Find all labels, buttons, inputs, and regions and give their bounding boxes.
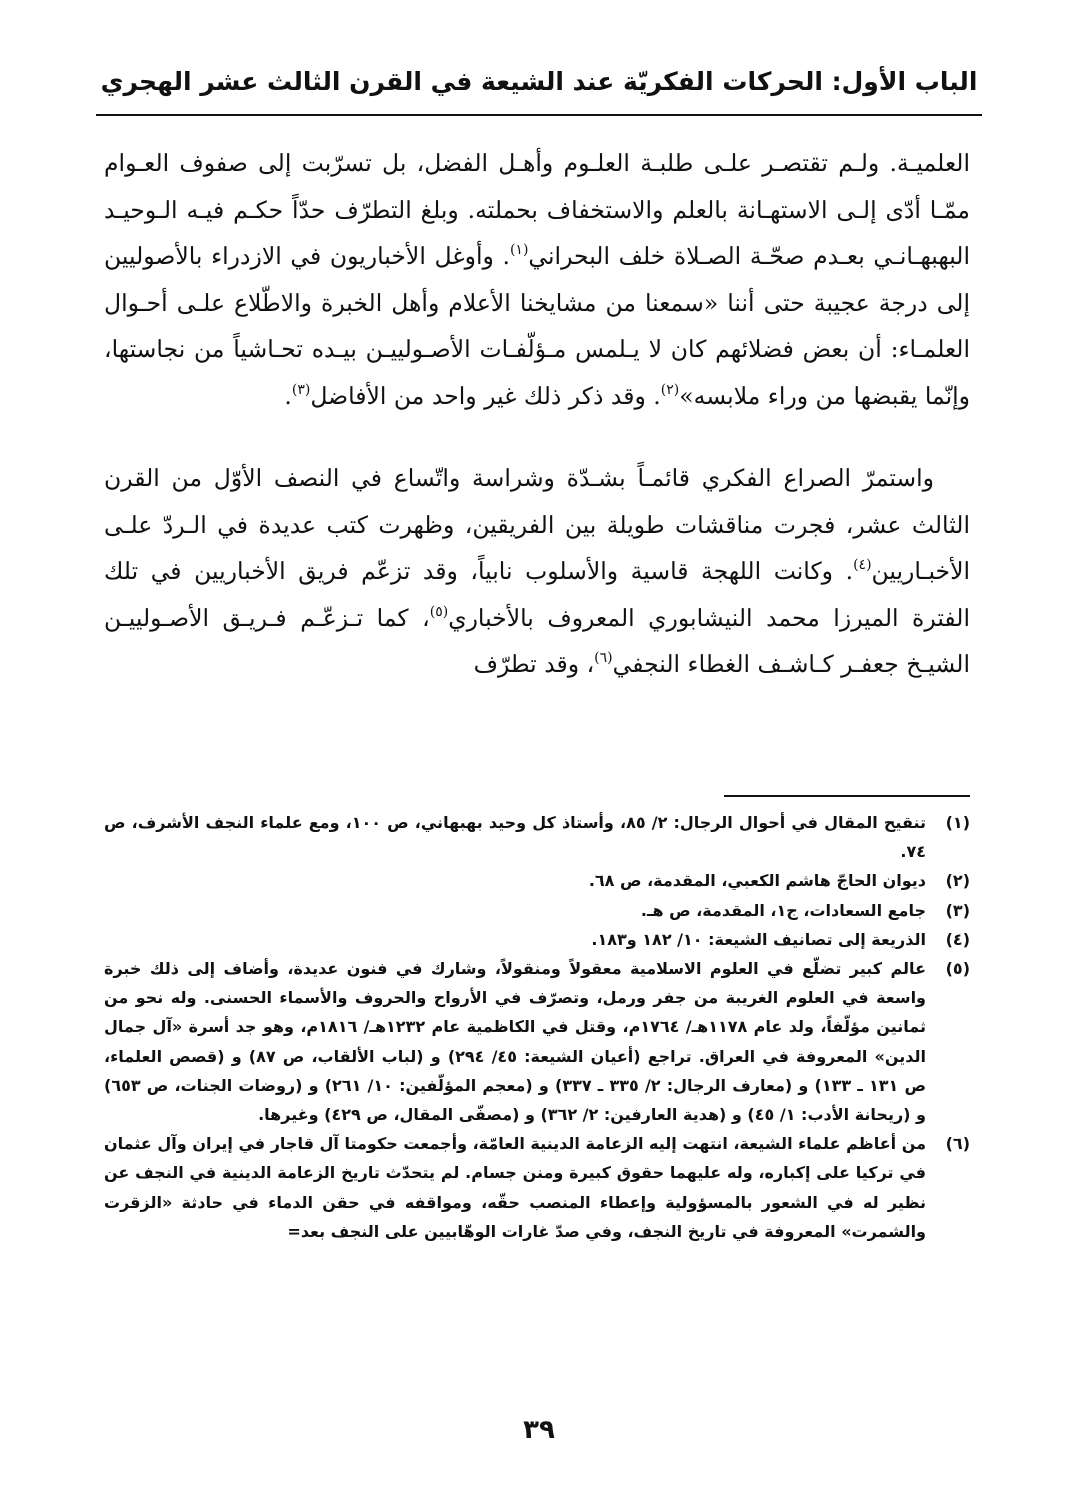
footnote-1 xyxy=(104,808,970,866)
footnote-ref-3: (٣) xyxy=(291,381,311,398)
footnote-number: (٣) xyxy=(945,900,970,920)
footnote-3 xyxy=(104,896,970,925)
paragraph-1-part-1: العلميـة. ولـم تقتصـر علـى طلبـة العلـوم وأهـل الفضل، بل تسرّبت إلى صفوف العـوام ممّـا أدّى إلـى الاستهـانة بالعلم والاستخفاف بحملته. وبلغ التطرّف حدّاً حكـم فيـه الـوحيـد البهبهـانـي بعـدم صحّـة الصـلاة خلف البحراني xyxy=(104,149,970,270)
footnote-text: تنقيح المقال في أحوال الرجال: ٢/ ٨٥، وأستاذ كل وحيد بهبهاني، ص ١٠٠، ومع علماء النجف الأشرف، ص ٧٤. xyxy=(104,813,927,862)
footnote-4 xyxy=(104,925,970,954)
paragraph-1 xyxy=(104,140,970,419)
main-text xyxy=(104,140,970,688)
footnote-number: (٥) xyxy=(945,959,970,979)
paragraph-2-part-1: واستمرّ الصراع الفكري قائمـاً بشـدّة وشراسة واتّساع في النصف الأوّل من القرن الثالث عشر، فجرت مناقشات طويلة بين الفريقين، وظهرت كتب عديدة في الـردّ علـى الأخبـاريين xyxy=(104,464,970,585)
footnote-text: عالم كبير تضلّع في العلوم الاسلامية معقولاً ومنقولاً، وشارك في فنون عديدة، وأضاف إلى ذلك خبرة واسعة في العلوم الغريبة من جفر ورمل، وتصرّف في الأرواح والحروف والأسماء الحسنى. وله نحو من ثمانين مؤلّفاً، ولد عام ١١٧٨هـ/ ١٧٦٤م، وقتل في الكاظمية عام ١٢٣٢هـ/ ١٨١٦م، وهو جد أسرة «آل جمال الدين» المعروفة في العراق. تراجع (أعيان الشيعة: ٤٥/ ٢٩٤) و (لباب الألقاب، ص ٨٧) و (قصص العلماء، ص ١٣١ ـ ١٣٣) و (معارف الرجال: ٢/ ٣٣٥ ـ ٣٣٧) و (معجم المؤلّفين: ١٠/ ٢٦١) و (روضات الجنات، ص ٦٥٣) و (ريحانة الأدب: ١/ ٤٥) و (هدية العارفين: ٢/ ٣٦٢) و (مصفّى المقال، ص ٤٢٩) وغيرها. xyxy=(104,959,927,1125)
header-divider xyxy=(96,114,982,116)
footnote-5 xyxy=(104,954,970,1129)
footnote-text: الذريعة إلى تصانيف الشيعة: ١٠/ ١٨٢ و١٨٣. xyxy=(591,929,926,949)
paragraph-2 xyxy=(104,455,970,688)
footnote-6 xyxy=(104,1129,970,1246)
footnote-ref-2: (٢) xyxy=(660,381,680,398)
footnote-number: (٦) xyxy=(945,1134,970,1154)
footnote-ref-6: (٦) xyxy=(594,650,613,666)
footnote-text: من أعاظم علماء الشيعة، انتهت إليه الزعامة الدينية العامّة، وأجمعت حكومتا آل قاجار في إيران وآل عثمان في تركيا على إكباره، وله عليهما حقوق كبيرة ومنن جسام. لم يتحدّث تاريخ الزعامة الدينية في النجف عن نظير له في الشعور بالمسؤولية وإعطاء المنصب حقّه، ومواقفه في حقن الدماء في حادثة «الزقرت والشمرت» المعروفة في تاريخ النجف، وفي صدّ غارات الوهّابيين على النجف بعد= xyxy=(104,1134,926,1241)
footnote-ref-1: (١) xyxy=(509,242,529,258)
footnotes-divider xyxy=(724,795,970,797)
page-number: ٣٩ xyxy=(523,1415,555,1445)
running-header-title: الباب الأول: الحركات الفكريّة عند الشيعة في القرن الثالث عشر الهجري xyxy=(100,67,978,96)
footnote-number: (٤) xyxy=(945,929,970,949)
footnote-ref-5: (٥) xyxy=(429,603,449,620)
paragraph-2-part-4: ، وقد تطرّف xyxy=(473,650,595,678)
paragraph-1-part-4: . xyxy=(284,381,292,410)
footnote-number: (٢) xyxy=(945,871,970,891)
footnotes xyxy=(104,808,970,1246)
footnote-number: (١) xyxy=(945,813,970,832)
paragraph-1-part-3: . وقد ذكر ذلك غير واحد من الأفاضل xyxy=(310,381,661,410)
paragraph-1-part-2: . وأوغل الأخباريون في الازدراء بالأصوليين إلى درجة عجيبة حتى أننا «سمعنا من مشايخنا الأعلام وأهل الخبرة والاطّلاع علـى أحـوال العلمـاء: أن بعض فضلائهم كان لا يـلمس مـؤلّفـات الأصـولييـن بيـده تحـاشياً من نجاستها، وإنّما يقبضها من وراء ملابسه» xyxy=(104,242,970,410)
paragraph-2-part-3: ، كما تـزعّـم فـريـق الأصـولييـن الشيـخ جعفـر كـاشـف الغطاء النجفي xyxy=(104,603,970,678)
footnote-ref-4: (٤) xyxy=(853,557,872,573)
footnote-2 xyxy=(104,866,970,895)
footnote-text: جامع السعادات، ج١، المقدمة، ص هـ. xyxy=(640,900,926,920)
footnote-text: ديوان الحاجّ هاشم الكعبي، المقدمة، ص ٦٨. xyxy=(588,871,926,891)
paragraph-2-part-2: . وكانت اللهجة قاسية والأسلوب نابياً، وقد تزعّم فريق الأخباريين في تلك الفترة الميرزا محمد النيشابوري المعروف بالأخباري xyxy=(104,557,970,632)
